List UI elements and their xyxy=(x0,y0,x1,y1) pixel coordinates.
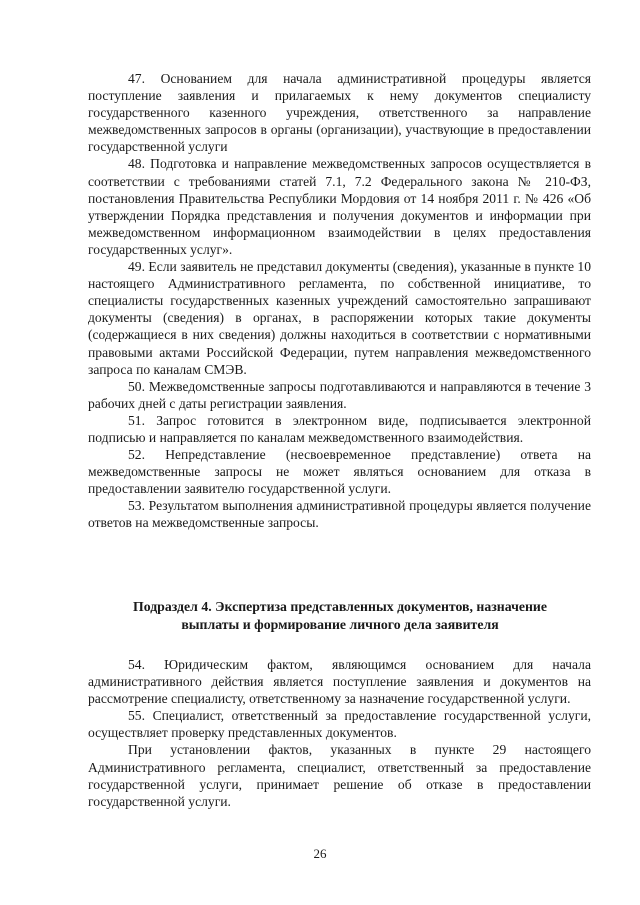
paragraph-49: 49. Если заявитель не представил документы (сведения), указанные в пункте 10 настоящего Административного регламента, по собственной инициативе, то специалисты государственных казенных учреждений самостоятельно запрашивают документы (сведения) в органах, в распоряжении которых такие документы (содержащиеся в них сведения) должны находиться в соответствии с нормативными правовыми актами Российской Федерации, путем направления межведомственного запроса по каналам СМЭВ. xyxy=(88,259,591,377)
paragraph-52: 52. Непредставление (несвоевременное представление) ответа на межведомственные запросы не может являться основанием для отказа в предоставлении заявителю государственной услуги. xyxy=(88,447,591,497)
paragraph-48: 48. Подготовка и направление межведомственных запросов осуществляется в соответствии с требованиями статей 7.1, 7.2 Федерального закона № 210-ФЗ, постановления Правительства Республики Мордовия от 14 ноября 2011 г. № 426 «Об утверждении Порядка представления и получения документов и информации при межведомственном информационном взаимодействии в целях предоставления государственных услуг». xyxy=(88,156,591,257)
paragraph-50: 50. Межведомственные запросы подготавливаются и направляются в течение 3 рабочих дней с даты регистрации заявления. xyxy=(88,378,591,411)
paragraph-refusal: При установлении фактов, указанных в пункте 29 настоящего Административного регламента, специалист, ответственный за предоставление государственной услуги, принимает решение об отказе в предоставлении государственной услуги. xyxy=(88,742,591,809)
paragraph-53: 53. Результатом выполнения административной процедуры является получение ответов на межведомственные запросы. xyxy=(88,498,591,531)
paragraphs-top xyxy=(88,70,591,532)
paragraph-47: 47. Основанием для начала административной процедуры является поступление заявления и прилагаемых к нему документов специалисту государственного казенного учреждения, ответственного за направление межведомственных запросов в органы (организации), участвующие в предоставлении государственной услуги xyxy=(88,71,591,155)
paragraph-54: 54. Юридическим фактом, являющимся основанием для начала административного действия является поступление заявления и документов на рассмотрение специалисту, ответственному за назначение государственной услуги. xyxy=(88,657,591,707)
page-number: 26 xyxy=(313,846,327,861)
paragraphs-bottom xyxy=(88,656,591,810)
paragraph-51: 51. Запрос готовится в электронном виде, подписывается электронной подписью и направляется по каналам межведомственного взаимодействия. xyxy=(88,412,591,445)
paragraph-55: 55. Специалист, ответственный за предоставление государственной услуги, осуществляет проверку представленных документов. xyxy=(88,708,591,741)
section-heading: Подраздел 4. Экспертиза представленных документов, назначение выплаты и формирование личного дела заявителя xyxy=(132,599,548,632)
